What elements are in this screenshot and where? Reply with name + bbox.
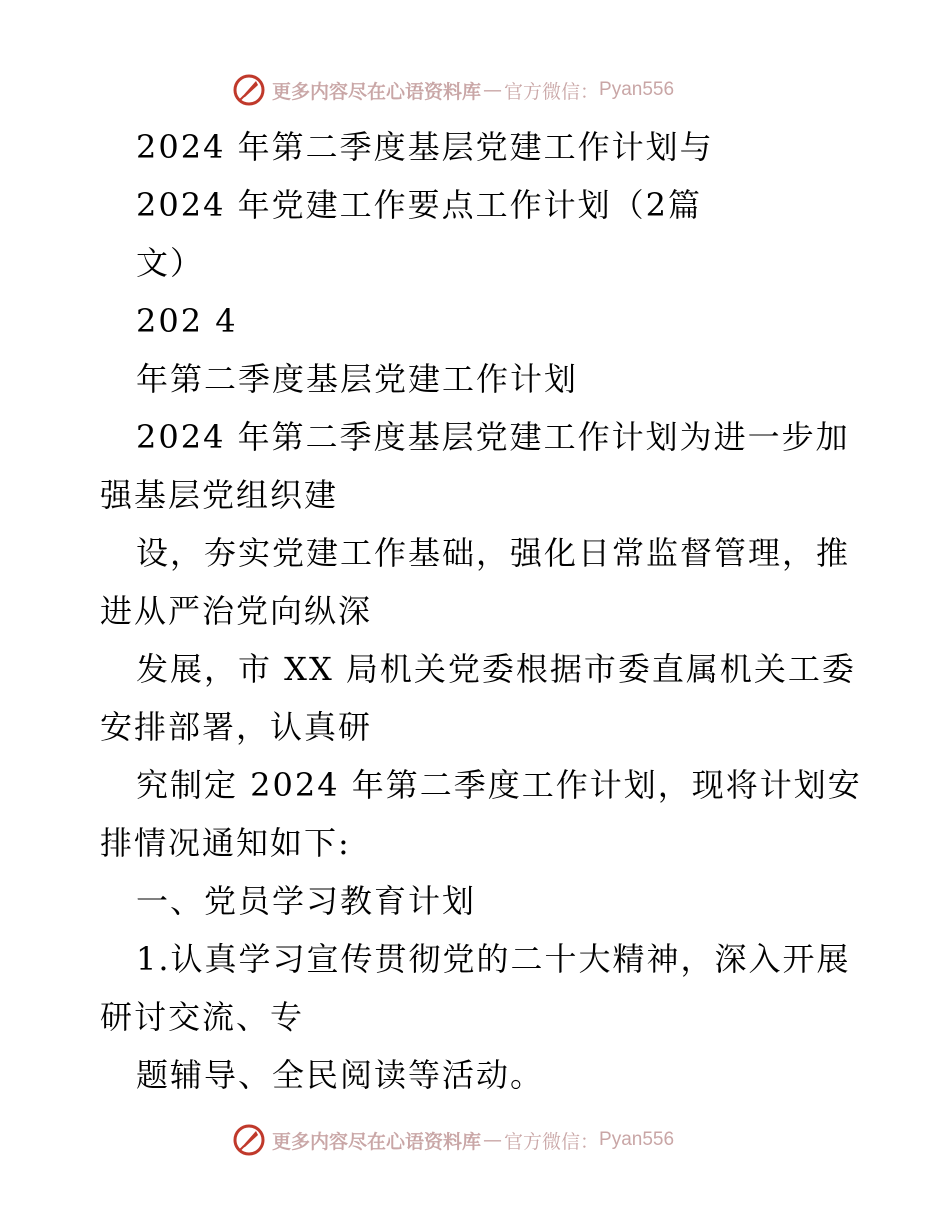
doc-title-line-2: 2024 年党建工作要点工作计划（2篇 bbox=[136, 186, 702, 224]
section-year: 202 4 bbox=[136, 302, 238, 340]
doc-title-line-3: 文） bbox=[136, 244, 205, 282]
paragraph-line: 2024 年第二季度基层党建工作计划为进一步加 bbox=[136, 418, 850, 456]
watermark-site-text: 更多内容尽在心语资料库 bbox=[272, 80, 482, 103]
watermark-wechat-id: Pyan556 bbox=[599, 1129, 675, 1150]
watermark-site-text: 更多内容尽在心语资料库 bbox=[272, 1130, 482, 1153]
watermark-separator: — bbox=[483, 79, 503, 101]
heading-line: 一、党员学习教育计划 bbox=[136, 882, 477, 920]
paragraph-line: 发展，市 XX 局机关党委根据市委直属机关工委 bbox=[136, 650, 856, 688]
watermark-wechat-label: 官方微信： bbox=[504, 1130, 600, 1153]
paragraph-line: 1.认真学习宣传贯彻党的二十大精神，深入开展 bbox=[136, 940, 851, 978]
watermark-banner-bottom bbox=[232, 1122, 674, 1158]
paragraph-line: 强基层党组织建 bbox=[100, 476, 339, 514]
paragraph-line: 究制定 2024 年第二季度工作计划，现将计划安 bbox=[136, 766, 862, 804]
paragraph-line: 排情况通知如下: bbox=[100, 824, 351, 862]
paragraph-line: 研讨交流、专 bbox=[100, 998, 305, 1036]
paragraph-line: 进从严治党向纵深 bbox=[100, 592, 373, 630]
watermark-banner-top bbox=[232, 72, 674, 108]
doc-title-line-1: 2024 年第二季度基层党建工作计划与 bbox=[136, 128, 714, 166]
paragraph-line: 题辅导、全民阅读等活动。 bbox=[136, 1056, 545, 1094]
feather-pen-icon bbox=[232, 1123, 266, 1157]
paragraph-line: 设，夯实党建工作基础，强化日常监督管理，推 bbox=[136, 534, 851, 572]
paragraph-line: 安排部署，认真研 bbox=[100, 708, 373, 746]
watermark-separator: — bbox=[483, 1129, 503, 1151]
watermark-wechat-id: Pyan556 bbox=[599, 79, 675, 100]
watermark-wechat-label: 官方微信： bbox=[504, 80, 600, 103]
section-title: 年第二季度基层党建工作计划 bbox=[136, 360, 579, 398]
feather-pen-icon bbox=[232, 73, 266, 107]
